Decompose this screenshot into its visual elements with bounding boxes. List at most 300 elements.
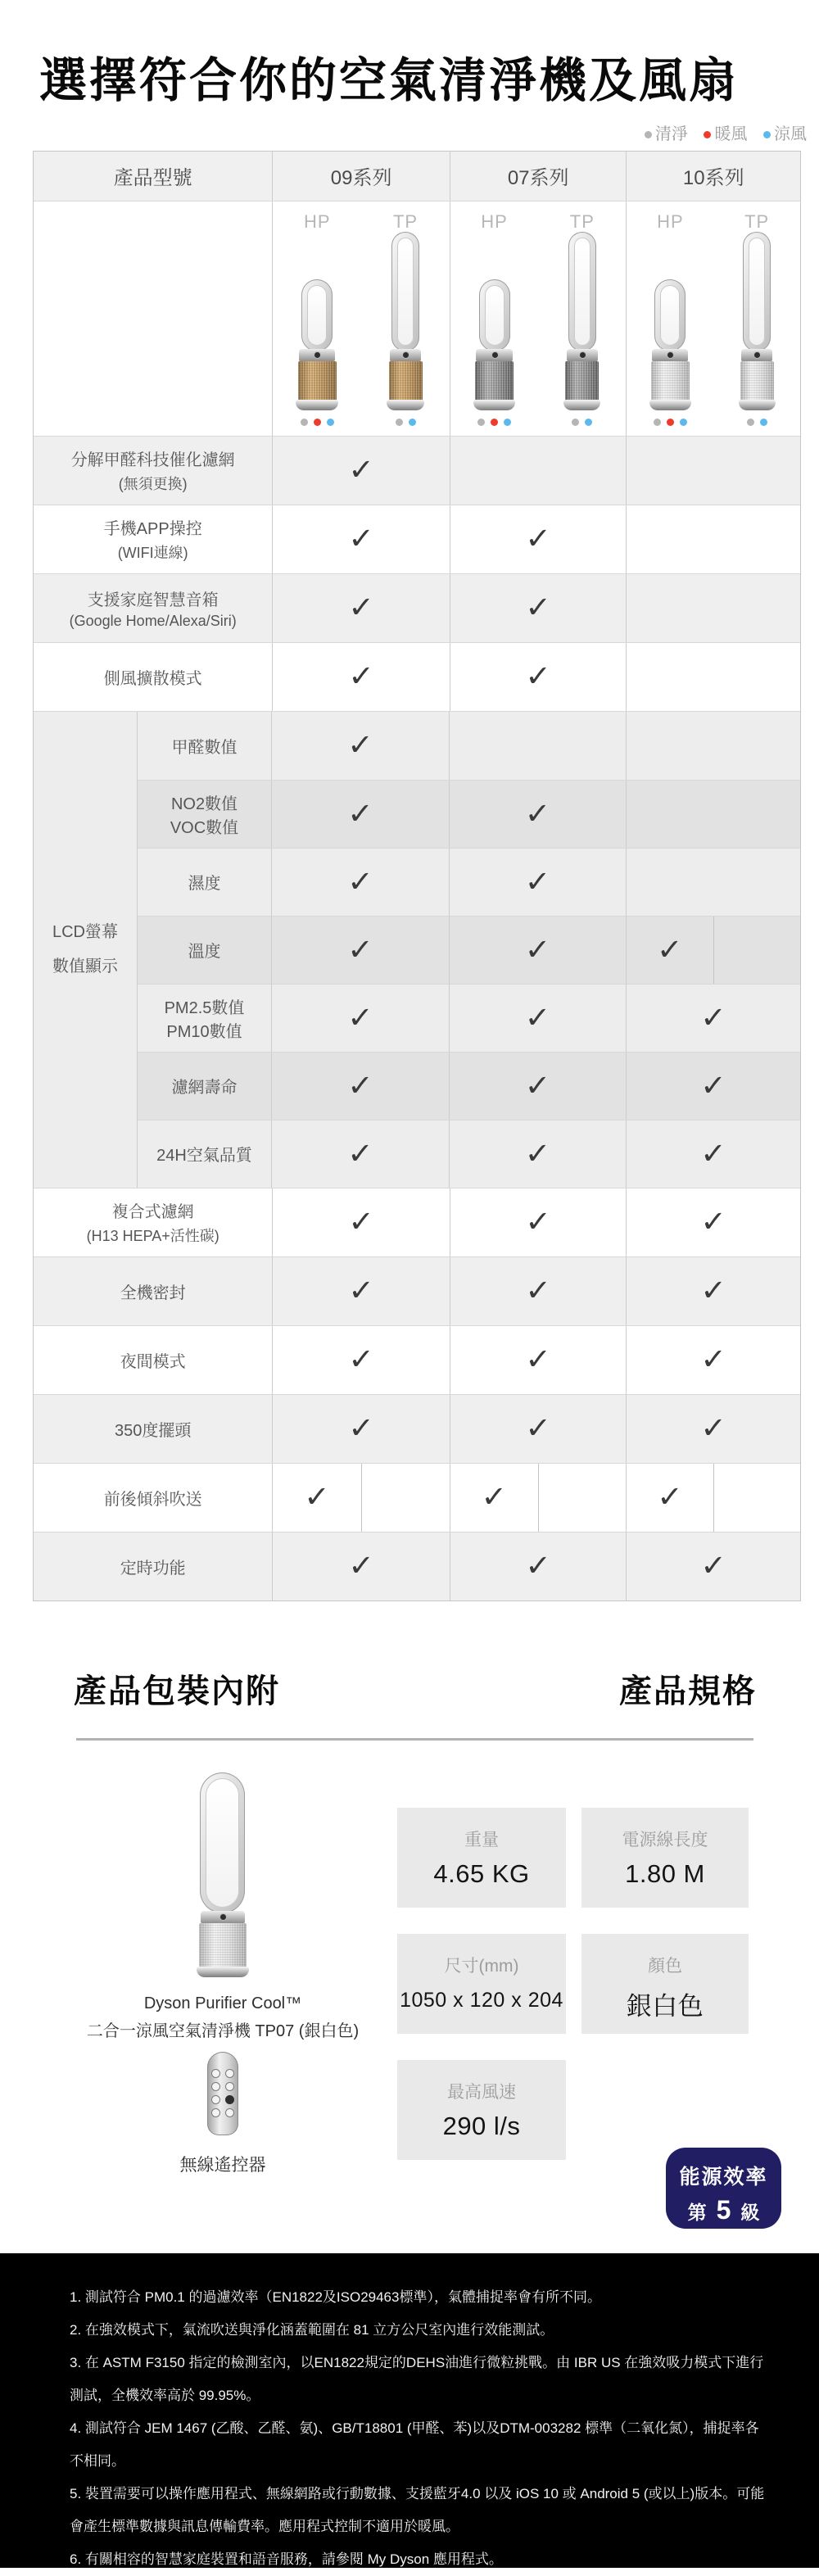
cool-dot-icon [504, 419, 511, 426]
table-row [34, 1188, 800, 1256]
check-mark: ✓ [347, 1137, 373, 1170]
cell-10 [626, 1053, 800, 1120]
footnote: 6. 有關相容的智慧家庭裝置和語音服務，請參閱 My Dyson 應用程式。 [70, 2551, 503, 2567]
spec-card-max-airflow [397, 2060, 566, 2160]
tp07-product-image [563, 232, 600, 410]
table-row [34, 1532, 800, 1600]
cell-09-split [272, 1464, 450, 1532]
check-mark: ✓ [525, 523, 552, 556]
table-row [34, 1394, 800, 1463]
tp10-slot [713, 232, 800, 426]
remote-control-image [207, 2052, 238, 2135]
table-row [34, 1325, 800, 1394]
fan-base-ring-icon [563, 400, 600, 410]
energy-suffix: 級 [740, 2201, 760, 2223]
series-09-pair [273, 229, 450, 436]
tp07-fan-illustration [197, 1772, 249, 1977]
cell-09-hp-half [273, 1464, 360, 1532]
spec-card-cord-length [581, 1808, 749, 1908]
cell-09 [272, 505, 450, 573]
check-mark: ✓ [524, 1001, 551, 1034]
check-mark: ✓ [524, 933, 551, 967]
cell-09 [271, 712, 449, 780]
check-mark: ✓ [348, 454, 375, 487]
feature-label [34, 437, 272, 505]
tp-label: TP [392, 211, 419, 232]
spec-card-weight [397, 1808, 566, 1908]
cell-07 [450, 574, 627, 642]
spec-value: 290 l/s [442, 2111, 521, 2140]
spec-value: 4.65 KG [433, 1858, 530, 1888]
check-mark: ✓ [524, 1069, 551, 1102]
feature-label-text: 支援家庭智慧音箱 [87, 591, 219, 609]
purify-dot-icon [645, 131, 652, 138]
spec-label: 重量 [464, 1830, 499, 1849]
cell-09 [272, 643, 450, 711]
fan-body-icon [199, 1923, 247, 1967]
sub-label-text: 濕度 [188, 875, 221, 894]
series-07-pair [450, 229, 627, 436]
heat-dot-icon [667, 419, 674, 426]
hp10-product-image [649, 279, 692, 410]
fan-loop-icon [391, 232, 419, 351]
cell-10-hp-half [627, 1464, 713, 1532]
footnote: 4. 測試符合 JEM 1467 (乙酸、乙醛、氨)、GB/T18801 (甲醛、苯)以及DTM-003282 標準（二氧化氮），捕捉率各不相同。 [70, 2420, 759, 2469]
energy-prefix: 第 [687, 2201, 707, 2223]
check-mark: ✓ [700, 1343, 727, 1377]
cell-10 [626, 781, 800, 848]
feature-label-text: 分解甲醛科技催化濾網 [70, 451, 235, 470]
series-10-variant-labels [627, 201, 800, 232]
series-09-products [272, 201, 450, 436]
cell-10 [626, 1395, 800, 1463]
sub-label-text2: VOC數值 [170, 818, 239, 837]
heat-dot-icon [314, 419, 321, 426]
footnote: 1. 測試符合 PM0.1 的過濾效率（EN1822及ISO29463標準），氣體捕捉率會有所不同。 [70, 2289, 601, 2305]
cell-07 [449, 1053, 626, 1120]
cool-dot-icon [760, 419, 767, 426]
spec-value: 1.80 M [625, 1858, 705, 1888]
series-09-variant-labels [273, 201, 450, 232]
cell-10 [626, 643, 800, 711]
sub-label-text: 濾網壽命 [171, 1079, 238, 1098]
cell-07 [449, 1120, 626, 1188]
cell-07 [449, 849, 626, 916]
sub-label-text: PM2.5數值 [164, 998, 245, 1017]
cell-09 [272, 1395, 450, 1463]
cell-07 [450, 1188, 627, 1256]
section-divider [76, 1738, 753, 1741]
fan-body-icon [565, 361, 599, 401]
sub-label-text: 24H空氣品質 [156, 1147, 252, 1166]
cell-09 [272, 1257, 450, 1325]
tp-label: TP [744, 211, 770, 232]
check-mark: ✓ [348, 660, 375, 694]
feature-label-text: 側風擴散模式 [103, 669, 202, 688]
series-07-variant-labels [450, 201, 627, 232]
table-row [34, 436, 800, 505]
product-images-spacer [34, 201, 272, 436]
cool-dot-icon [680, 419, 687, 426]
bottom-section [0, 1601, 819, 2253]
check-mark: ✓ [656, 933, 683, 967]
fan-loop-icon [200, 1772, 245, 1913]
fan-body-icon [298, 361, 337, 401]
feature-label-text: 全機密封 [120, 1283, 186, 1302]
feature-label-sub: (Google Home/Alexa/Siri) [69, 612, 237, 629]
feature-label-sub: (WIFI連線) [117, 545, 188, 562]
check-mark: ✓ [348, 1274, 375, 1308]
cell-10 [626, 574, 800, 642]
cell-10-split [626, 1464, 800, 1532]
check-mark: ✓ [700, 1137, 726, 1170]
fan-neck-icon [741, 349, 773, 361]
hp10-mode-dots [654, 419, 687, 426]
cell-09 [271, 1053, 449, 1120]
tp07-package-image [172, 1772, 274, 1977]
table-row [138, 916, 800, 984]
fan-body-icon [651, 361, 690, 401]
fan-base-ring-icon [387, 400, 423, 410]
table-row [34, 642, 800, 711]
hp07-mode-dots [477, 419, 511, 426]
lcd-display-group [34, 711, 800, 1188]
fan-body-icon [740, 361, 774, 401]
cell-09 [271, 917, 449, 984]
hp09-product-image [296, 279, 338, 410]
remote-button-icon [225, 2095, 234, 2104]
spec-label: 顏色 [648, 1956, 682, 1976]
lcd-sub-label [138, 712, 271, 780]
feature-label-sub: (無須更換) [118, 476, 188, 493]
header-series-10: 10系列 [626, 152, 800, 201]
hp09-slot [273, 279, 361, 426]
tp10-product-image [739, 232, 776, 410]
check-mark: ✓ [304, 1481, 330, 1514]
product-images-row [34, 201, 800, 436]
check-mark: ✓ [524, 797, 551, 831]
table-row [34, 573, 800, 642]
cell-10 [626, 712, 800, 780]
sub-label-text: 甲醛數值 [171, 738, 238, 757]
purify-dot-icon [477, 419, 485, 426]
check-mark: ✓ [524, 865, 551, 899]
cell-10 [626, 849, 800, 916]
check-mark: ✓ [347, 1069, 373, 1102]
table-row [138, 1052, 800, 1120]
series-10-pair [627, 229, 800, 436]
spec-card-dimensions [397, 1934, 566, 2034]
hp07-slot [450, 279, 538, 426]
fan-neck-icon [201, 1911, 246, 1923]
cell-09 [272, 1326, 450, 1394]
feature-label [34, 574, 272, 642]
tp07-slot [538, 232, 626, 426]
cell-10 [626, 1120, 800, 1188]
check-mark: ✓ [525, 1550, 552, 1583]
header-product-model: 產品型號 [113, 167, 192, 190]
heat-dot-icon [704, 131, 711, 138]
feature-label [34, 1395, 272, 1463]
lcd-sub-label [138, 1053, 271, 1120]
check-mark: ✓ [700, 1001, 726, 1034]
cell-07 [450, 505, 627, 573]
remote-button-icon [211, 2095, 220, 2104]
feature-label-text: 夜間模式 [120, 1352, 186, 1371]
remote-button-icon [211, 2069, 220, 2078]
header-series-09: 09系列 [272, 152, 450, 201]
fan-loop-icon [743, 232, 771, 351]
spec-cards [397, 1808, 749, 2160]
hp-label: HP [303, 211, 331, 232]
feature-label-sub: (H13 HEPA+活性碳) [86, 1228, 219, 1245]
cell-10 [626, 1188, 800, 1256]
fan-loop-icon [479, 279, 510, 351]
check-mark: ✓ [700, 1550, 727, 1583]
feature-label [34, 643, 272, 711]
energy-level: 5 [716, 2194, 731, 2225]
check-mark: ✓ [700, 1412, 727, 1446]
tp07-mode-dots [572, 419, 592, 426]
check-mark: ✓ [525, 660, 552, 694]
purify-dot-icon [396, 419, 403, 426]
check-mark: ✓ [348, 1206, 375, 1239]
feature-label-text: 前後傾斜吹送 [103, 1490, 202, 1509]
table-row [138, 712, 800, 780]
header-series-07: 07系列 [450, 152, 627, 201]
cool-dot-icon [585, 419, 592, 426]
check-mark: ✓ [700, 1069, 726, 1102]
fan-neck-icon [476, 349, 512, 361]
check-mark: ✓ [481, 1481, 508, 1514]
cell-07 [449, 712, 626, 780]
lcd-sub-label [138, 1120, 271, 1188]
fan-body-icon [475, 361, 514, 401]
check-mark: ✓ [657, 1481, 684, 1514]
remote-button-icon [211, 2108, 220, 2117]
comparison-table [33, 151, 801, 1601]
hp-label: HP [481, 211, 508, 232]
table-row [138, 984, 800, 1052]
cell-07 [449, 917, 626, 984]
fan-base-ring-icon [739, 400, 776, 410]
table-header-row [34, 152, 800, 201]
check-mark: ✓ [700, 1206, 727, 1239]
mode-legend [0, 120, 807, 144]
lcd-group-label-line2: 數值顯示 [52, 958, 118, 976]
fan-body-icon [389, 361, 423, 401]
purify-dot-icon [747, 419, 754, 426]
table-row [138, 848, 800, 916]
cell-10 [626, 1532, 800, 1600]
purify-dot-icon [572, 419, 579, 426]
page [0, 54, 819, 2568]
fan-neck-icon [299, 349, 335, 361]
cell-09 [272, 1532, 450, 1600]
fan-base-ring-icon [473, 400, 516, 410]
spec-value: 銀白色 [626, 1991, 704, 2021]
feature-label [34, 1532, 272, 1600]
series-07-products [450, 201, 627, 436]
hp09-mode-dots [301, 419, 334, 426]
hp10-slot [627, 279, 713, 426]
cell-07 [450, 1326, 627, 1394]
page-title: 選擇符合你的空氣清淨機及風扇 [39, 54, 740, 107]
energy-efficiency-badge [666, 2148, 781, 2229]
check-mark: ✓ [348, 1412, 375, 1446]
tp09-product-image [387, 232, 423, 410]
table-row [34, 505, 800, 573]
cell-09 [272, 1188, 450, 1256]
fan-base-ring-icon [296, 400, 338, 410]
feature-label [34, 1326, 272, 1394]
fan-neck-icon [567, 349, 599, 361]
check-mark: ✓ [525, 591, 552, 625]
table-row [34, 1256, 800, 1325]
cell-07-tp-half [538, 1464, 627, 1532]
cell-07-hp-half [450, 1464, 538, 1532]
package-product-desc: 二合一涼風空氣清淨機 TP07 (銀白色) [86, 2021, 360, 2040]
footnote: 2. 在強效模式下，氣流吹送與淨化涵蓋範圍在 81 立方公尺室內進行效能測試。 [70, 2321, 554, 2338]
remote-label: 無線遙控器 [179, 2155, 266, 2175]
fan-neck-icon [652, 349, 688, 361]
check-mark: ✓ [348, 1550, 375, 1583]
cell-10-tp-half [713, 917, 801, 984]
hp07-product-image [473, 279, 516, 410]
cell-09 [271, 849, 449, 916]
cell-09 [271, 1120, 449, 1188]
cell-09 [272, 437, 450, 505]
table-row [138, 1120, 800, 1188]
sub-label-text: 溫度 [188, 943, 221, 962]
cell-10 [626, 1326, 800, 1394]
cool-dot-icon [763, 131, 771, 138]
feature-label [34, 1464, 272, 1532]
cell-09 [271, 781, 449, 848]
check-mark: ✓ [525, 1206, 552, 1239]
energy-badge-line2 [666, 2195, 781, 2225]
feature-label [34, 1257, 272, 1325]
check-mark: ✓ [525, 1412, 552, 1446]
lcd-sub-label [138, 781, 271, 848]
fan-loop-icon [654, 279, 686, 351]
lcd-sub-rows [138, 712, 800, 1188]
cool-dot-icon [409, 419, 416, 426]
hp-label: HP [657, 211, 684, 232]
lcd-sub-label [138, 985, 271, 1052]
check-mark: ✓ [525, 1274, 552, 1308]
spec-label: 最高風速 [447, 2082, 516, 2102]
remote-button-icon [211, 2082, 220, 2091]
cell-10 [626, 985, 800, 1052]
feature-label [34, 505, 272, 573]
cell-10-split [626, 917, 800, 984]
spec-label: 電源線長度 [622, 1830, 708, 1849]
cell-07 [449, 985, 626, 1052]
check-mark: ✓ [525, 1343, 552, 1377]
fan-loop-icon [301, 279, 333, 351]
tp09-mode-dots [396, 419, 416, 426]
fan-base-ring-icon [197, 1967, 249, 1977]
cell-07 [450, 437, 627, 505]
cell-09 [272, 574, 450, 642]
feature-label-text: 350度擺頭 [115, 1421, 192, 1440]
spec-value: 1050 x 120 x 204 [400, 1988, 563, 2012]
fan-base-ring-icon [649, 400, 692, 410]
tp-label: TP [569, 211, 595, 232]
package-product-name: Dyson Purifier Cool™ [143, 1994, 302, 2012]
lcd-group-label-line1: LCD螢幕 [52, 923, 118, 942]
sub-label-text2: PM10數值 [166, 1022, 242, 1041]
fan-loop-icon [568, 232, 596, 351]
cell-07-split [450, 1464, 627, 1532]
purify-dot-icon [301, 419, 308, 426]
sub-label-text: NO2數值 [170, 795, 238, 813]
remote-button-icon [225, 2069, 234, 2078]
check-mark: ✓ [347, 1001, 373, 1034]
check-mark: ✓ [347, 797, 373, 831]
cool-dot-icon [327, 419, 334, 426]
purify-dot-icon [654, 419, 661, 426]
packaging-title: 產品包裝內附 [74, 1673, 280, 1709]
cell-09 [271, 985, 449, 1052]
legend-label-purify: 清淨 [654, 124, 688, 143]
footnotes-section [0, 2253, 819, 2568]
check-mark: ✓ [347, 865, 373, 899]
check-mark: ✓ [347, 729, 373, 763]
check-mark: ✓ [348, 1343, 375, 1377]
cell-07 [450, 1395, 627, 1463]
lcd-sub-label [138, 917, 271, 984]
lcd-group-label [34, 712, 138, 1188]
check-mark: ✓ [524, 1137, 551, 1170]
feature-label-text: 手機APP操控 [103, 520, 202, 539]
cell-07 [450, 643, 627, 711]
fan-neck-icon [390, 349, 422, 361]
cell-10-tp-half [713, 1464, 800, 1532]
footnote: 5. 裝置需要可以操作應用程式、無線網路或行動數據、支援藍牙4.0 以及 iOS 10 或 Android 5 (或以上)版本。可能會產生標準數據與訊息傳輸費率。應用程式控制不適用於暖風。 [70, 2485, 765, 2534]
cell-10-hp-half [627, 917, 713, 984]
cell-10 [626, 1257, 800, 1325]
cell-09-tp-half [361, 1464, 450, 1532]
heat-dot-icon [491, 419, 498, 426]
cell-07 [449, 781, 626, 848]
spec-card-color [581, 1934, 749, 2034]
feature-label-text: 定時功能 [120, 1559, 186, 1578]
cell-10 [626, 505, 800, 573]
check-mark: ✓ [348, 523, 375, 556]
remote-button-icon [225, 2108, 234, 2117]
check-mark: ✓ [348, 591, 375, 625]
tp10-mode-dots [747, 419, 767, 426]
tp09-slot [361, 232, 450, 426]
check-mark: ✓ [347, 933, 373, 967]
legend-item-purify [645, 125, 688, 143]
lcd-sub-label [138, 849, 271, 916]
remote-button-icon [225, 2082, 234, 2091]
legend-label-heat: 暖風 [714, 124, 748, 143]
footnote: 3. 在 ASTM F3150 指定的檢測室內，以EN1822規定的DEHS油進行微粒挑戰。由 IBR US 在強效吸力模式下進行測試，全機效率高於 99.95%。 [70, 2354, 764, 2403]
energy-badge-line1: 能源效率 [679, 2165, 768, 2189]
legend-item-cool [763, 125, 807, 143]
table-row [34, 1463, 800, 1532]
cell-10 [626, 437, 800, 505]
series-10-products [626, 201, 800, 436]
feature-label [34, 1188, 272, 1256]
cell-07 [450, 1532, 627, 1600]
legend-label-cool: 涼風 [774, 124, 807, 143]
check-mark: ✓ [700, 1274, 727, 1308]
